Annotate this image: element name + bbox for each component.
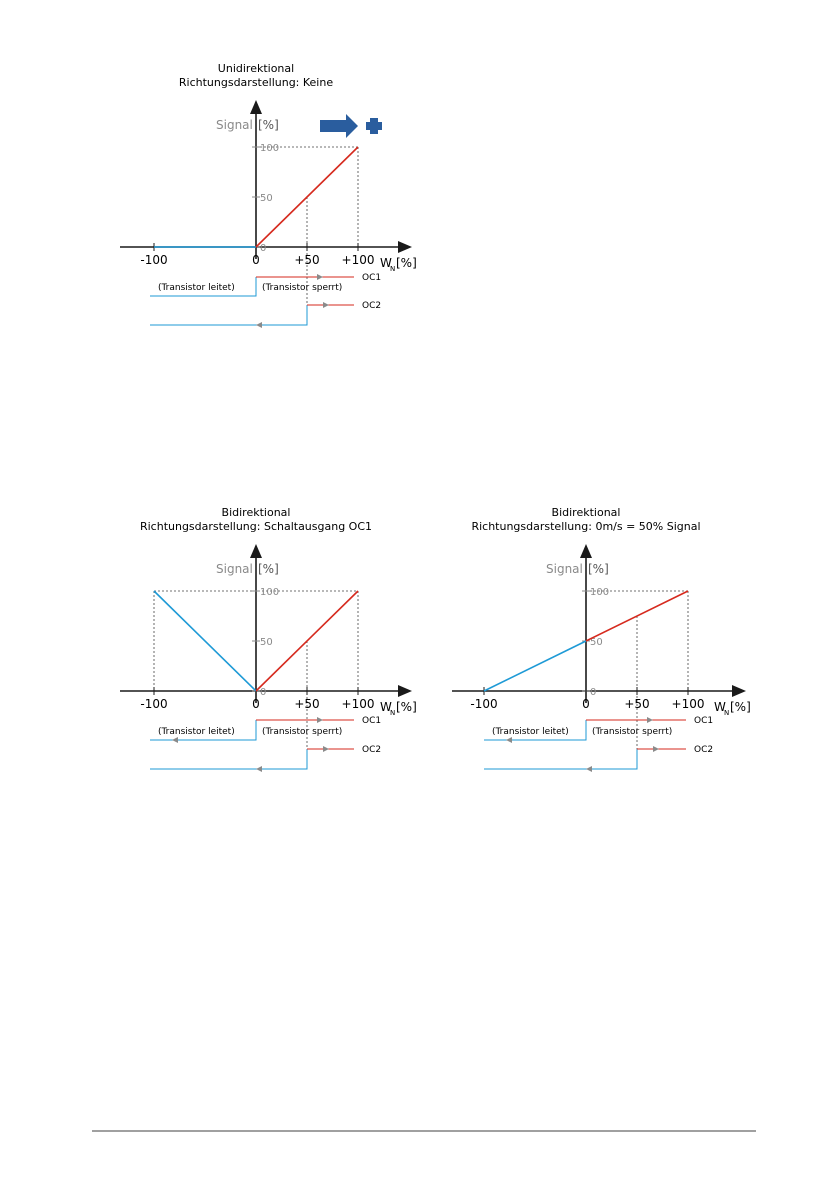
oc2-signal-low [150, 749, 307, 769]
oc2-low-arrow [256, 766, 262, 772]
oc1-arrow [647, 717, 653, 723]
oc1-arrow [317, 274, 323, 280]
x-tick-label: -100 [140, 253, 168, 267]
y-axis-label: Signal [216, 562, 253, 576]
y-axis-unit: [%] [588, 562, 609, 576]
oc2-label: OC2 [362, 745, 382, 755]
x-tick-label: 0 [252, 253, 260, 267]
transistor-sperrt-label: (Transistor sperrt) [262, 727, 343, 737]
x-tick-label: -100 [470, 697, 498, 711]
x-tick-label: +100 [341, 697, 375, 711]
oc2-signal-low [150, 305, 307, 325]
x-axis-unit: [%] [730, 700, 751, 714]
chart-subtitle: Richtungsdarstellung: Schaltausgang OC1 [139, 520, 373, 533]
x-tick-label: +100 [341, 253, 375, 267]
chart-subtitle: Richtungsdarstellung: Keine [178, 76, 334, 89]
x-axis-label: W [380, 256, 392, 270]
y-tick-label: 0 [590, 687, 597, 698]
transistor-leitet-label: (Transistor leitet) [158, 727, 235, 737]
transistor-leitet-label: (Transistor leitet) [158, 283, 235, 293]
y-axis-unit: [%] [258, 562, 279, 576]
x-tick-label: +50 [294, 253, 320, 267]
x-tick-label: +100 [671, 697, 705, 711]
y-axis-arrowhead [250, 100, 262, 114]
oc1-arrow [317, 717, 323, 723]
transistor-sperrt-label: (Transistor sperrt) [262, 283, 343, 293]
oc1-low-arrow [506, 737, 512, 743]
x-axis-label-subscript: N [724, 709, 730, 717]
oc2-label: OC2 [694, 745, 714, 755]
y-tick-label: 0 [260, 243, 267, 254]
direction-arrow-icon [320, 114, 358, 138]
x-axis-label: W [714, 700, 726, 714]
y-axis-arrowhead [250, 544, 262, 558]
oc1-label: OC1 [362, 273, 382, 283]
x-tick-label: +50 [294, 697, 320, 711]
series-line-blue [154, 591, 256, 691]
oc2-arrow [323, 302, 329, 308]
x-tick-label: -100 [140, 697, 168, 711]
chart-subtitle: Richtungsdarstellung: 0m/s = 50% Signal [471, 520, 701, 533]
y-tick-label: 50 [260, 193, 273, 204]
oc2-arrow [653, 746, 659, 752]
oc2-signal-low [484, 749, 637, 769]
y-axis-label: Signal [216, 118, 253, 132]
transistor-sperrt-label: (Transistor sperrt) [592, 727, 673, 737]
y-tick-label: 100 [260, 143, 280, 154]
x-axis-arrowhead [732, 685, 746, 697]
x-axis-arrowhead [398, 241, 412, 253]
x-axis-label: W [380, 700, 392, 714]
oc2-low-arrow [256, 322, 262, 328]
y-tick-label: 50 [590, 637, 603, 648]
chart-title: Bidirektional [551, 506, 621, 519]
chart-2 [120, 506, 417, 772]
chart-title: Bidirektional [221, 506, 291, 519]
y-tick-label: 50 [260, 637, 273, 648]
chart-title: Unidirektional [217, 62, 295, 75]
oc2-arrow [323, 746, 329, 752]
x-axis-label-subscript: N [390, 709, 396, 717]
chart-3 [452, 506, 751, 772]
y-tick-label: 0 [260, 687, 267, 698]
oc1-label: OC1 [694, 716, 714, 726]
x-tick-label: 0 [252, 697, 260, 711]
oc1-low-arrow [172, 737, 178, 743]
y-axis-unit: [%] [258, 118, 279, 132]
x-tick-label: +50 [624, 697, 650, 711]
chart-1 [120, 62, 417, 328]
y-axis-arrowhead [580, 544, 592, 558]
x-axis-label-subscript: N [390, 265, 396, 273]
x-tick-label: 0 [582, 697, 590, 711]
x-axis-arrowhead [398, 685, 412, 697]
series-line-blue [484, 641, 586, 691]
x-axis-unit: [%] [396, 700, 417, 714]
plus-icon [366, 118, 382, 134]
x-axis-unit: [%] [396, 256, 417, 270]
y-tick-label: 100 [260, 587, 280, 598]
oc2-label: OC2 [362, 301, 382, 311]
oc2-low-arrow [586, 766, 592, 772]
y-axis-label: Signal [546, 562, 583, 576]
y-tick-label: 100 [590, 587, 610, 598]
transistor-leitet-label: (Transistor leitet) [492, 727, 569, 737]
oc1-label: OC1 [362, 716, 382, 726]
